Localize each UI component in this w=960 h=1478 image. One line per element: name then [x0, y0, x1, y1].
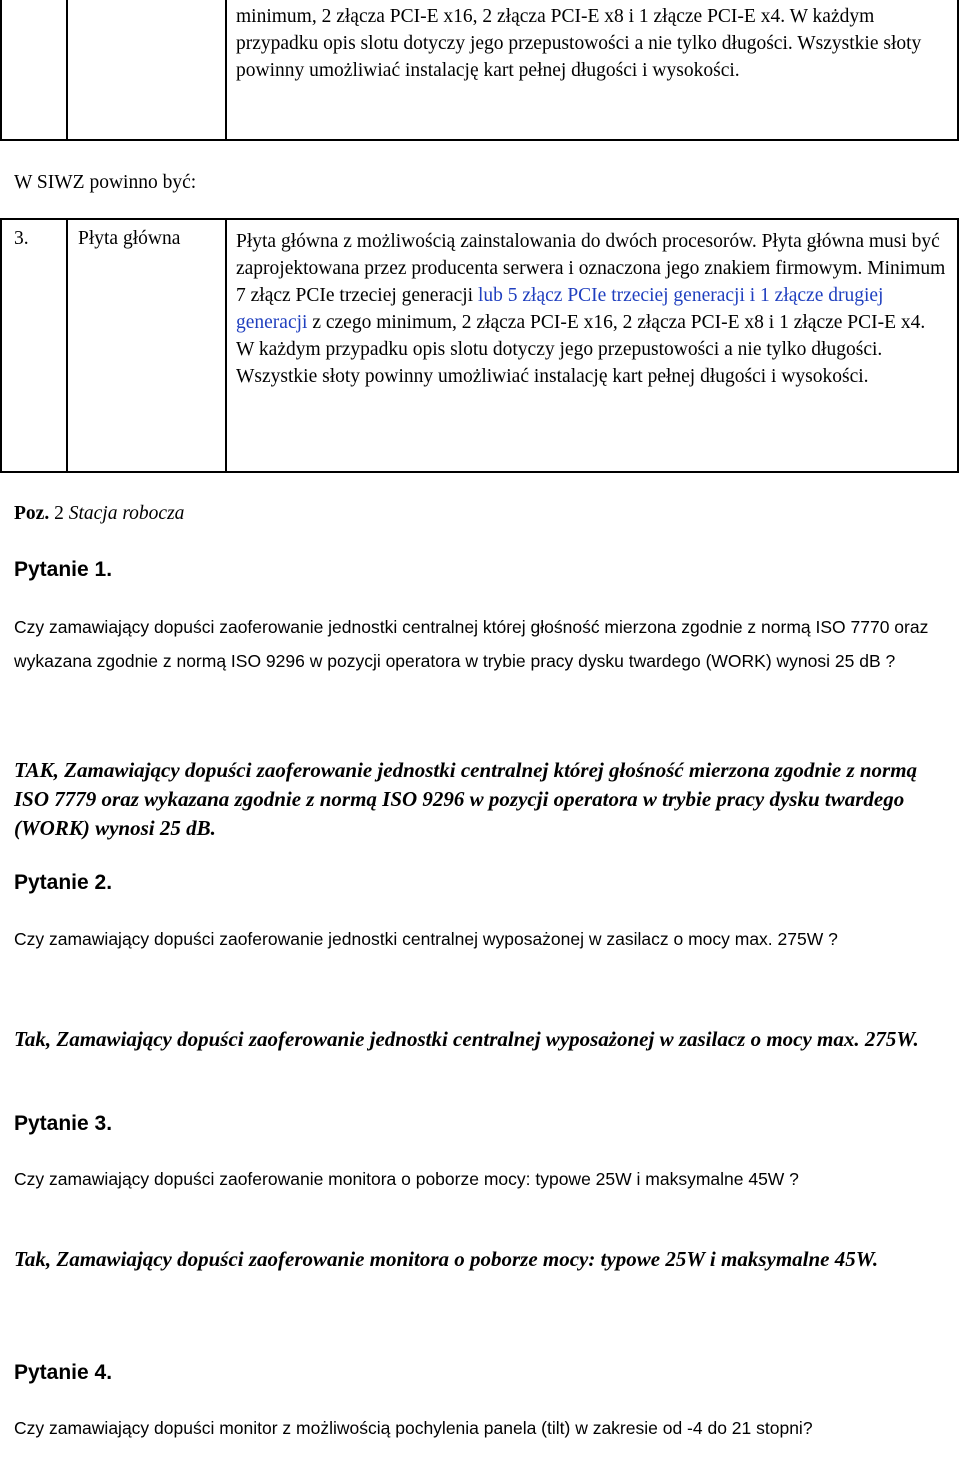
question-title: Pytanie 2.: [14, 871, 113, 894]
table-border-left: [0, 218, 2, 473]
question-text: Czy zamawiający dopuści zaoferowanie jednostki centralnej której głośność mierzona zgodnie z normą ISO 7770 oraz wykazana zgodnie z normą ISO 9296 w pozycji operatora w trybie pracy dysku twardego (WORK) wynosi 25 dB ?: [14, 617, 929, 671]
position-heading: [14, 503, 184, 525]
position-number: 2: [49, 503, 69, 524]
question-title: Pytanie 1.: [14, 558, 113, 581]
spec-text-part3: z czego minimum, 2 złącza PCI-E x16, 2 złącza PCI-E x8 i 1 złącze PCI-E x4. W każdym przypadku opis slotu dotyczy jego przepustowości a nie tylko długości. Wszystkie słoty powinny umożliwiać instalację kart pełnej długości i wysokości.: [236, 312, 926, 387]
position-name: Stacja robocza: [68, 503, 185, 524]
table-border-left: [0, 0, 2, 140]
table-border-right: [957, 218, 959, 473]
question-title: Pytanie 4.: [14, 1361, 113, 1384]
table-border-right: [957, 0, 959, 140]
question-text: Czy zamawiający dopuści monitor z możliwością pochylenia panela (tilt) w zakresie od -4 do 21 stopni?: [14, 1418, 813, 1438]
table-column-divider: [225, 0, 227, 140]
row-label: Płyta główna: [78, 228, 181, 249]
spec-cell-text: minimum, 2 złącza PCI-E x16, 2 złącza PCI-E x8 i 1 złącze PCI-E x4. W każdym przypadku opis slotu dotyczy jego przepustowości a nie tylko długości. Wszystkie słoty powinny umożliwiać instalację kart pełnej długości i wysokości.: [236, 6, 922, 81]
table-column-divider: [66, 218, 68, 473]
table-border-bottom: [0, 471, 959, 473]
spec-cell-text: [236, 228, 946, 390]
table-column-divider: [225, 218, 227, 473]
answer-text: TAK, Zamawiający dopuści zaoferowanie jednostki centralnej której głośność mierzona zgodnie z normą ISO 7779 oraz wykazana zgodnie z normą ISO 9296 w pozycji operatora w trybie pracy dysku twardego (WORK) wynosi 25 dB.: [14, 758, 918, 840]
siwz-note: W SIWZ powinno być:: [14, 172, 197, 193]
spec-table-bottom: [0, 218, 960, 473]
table-column-divider: [66, 0, 68, 140]
answer-text: Tak, Zamawiający dopuści zaoferowanie jednostki centralnej wyposażonej w zasilacz o mocy max. 275W.: [14, 1027, 919, 1051]
question-title: Pytanie 3.: [14, 1112, 113, 1135]
question-text: Czy zamawiający dopuści zaoferowanie monitora o poborze mocy: typowe 25W i maksymalne 45W ?: [14, 1169, 799, 1189]
position-label: Poz.: [14, 503, 50, 524]
spec-table-top: [0, 0, 960, 140]
table-border-top: [0, 218, 959, 220]
spec-text-changed: lub 5 złącz PCIe trzeciej generacji i 1 złącze drugiej generacji: [236, 285, 884, 333]
table-border-bottom: [0, 139, 959, 141]
answer-text: Tak, Zamawiający dopuści zaoferowanie monitora o poborze mocy: typowe 25W i maksymalne 45W.: [14, 1247, 879, 1271]
row-number: 3.: [14, 228, 29, 249]
question-text: Czy zamawiający dopuści zaoferowanie jednostki centralnej wyposażonej w zasilacz o mocy max. 275W ?: [14, 929, 838, 949]
spec-text-part1: Płyta główna z możliwością zainstalowania do dwóch procesorów. Płyta główna musi być zaprojektowana przez producenta serwera i oznaczona jego znakiem firmowym. Minimum 7 złącz PCIe trzeciej generacji: [236, 231, 946, 306]
